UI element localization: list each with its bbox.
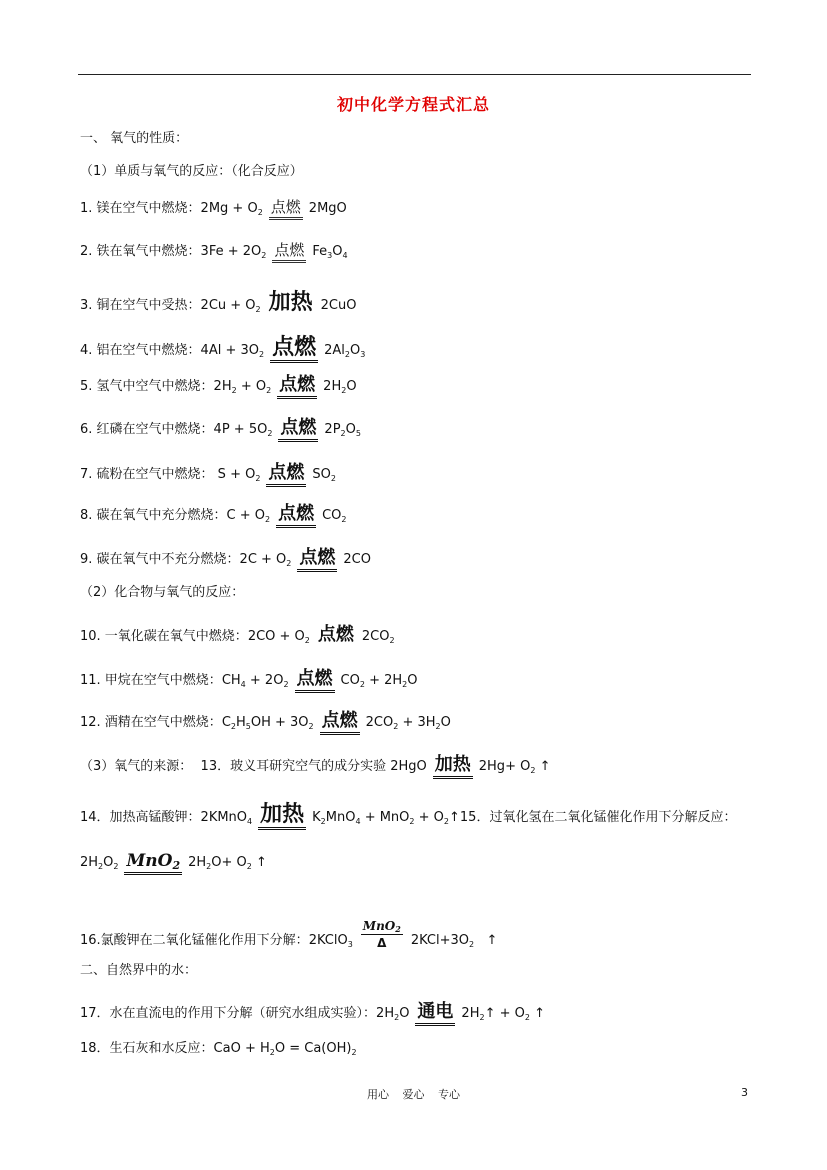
subscript: 2 — [98, 862, 104, 871]
products: O — [345, 422, 356, 437]
subscript: 2 — [359, 680, 365, 689]
catalyst-formula: MnO — [126, 851, 173, 871]
reactants: 2H — [80, 855, 99, 870]
subscript: 2 — [340, 429, 346, 438]
subscript: 2 — [206, 862, 212, 871]
subscript: 2 — [479, 1013, 485, 1022]
reaction-condition: 点燃 — [297, 548, 337, 572]
reactants: O — [103, 855, 114, 870]
products: + O — [495, 1006, 525, 1021]
products: 2Hg+ O — [478, 759, 531, 774]
subscript: 2 — [261, 251, 267, 260]
reaction-condition: 点燃 — [266, 463, 306, 487]
reactants: 2CO + O — [247, 629, 305, 644]
equation-label: 13．玻义耳研究空气的成分实验 — [200, 759, 387, 774]
reactants: 4Al + 3O — [200, 343, 259, 358]
subscript: 5 — [355, 429, 361, 438]
reactants: S + O — [213, 467, 256, 482]
equation-label: 12. 酒精在空气中燃烧： — [80, 715, 222, 730]
products: CO — [340, 673, 360, 688]
reactants: + 2O — [245, 673, 284, 688]
products: CO — [322, 508, 342, 523]
products: 2Al — [324, 343, 345, 358]
gas-arrow: ↑ — [534, 1006, 545, 1021]
subscript: 2 — [255, 474, 261, 483]
subscript: 2 — [341, 386, 347, 395]
reaction-condition: 加热 — [268, 289, 313, 315]
products: 2CuO — [320, 298, 357, 313]
reactants: + O — [236, 379, 267, 394]
subscript: 2 — [113, 862, 119, 871]
reaction-condition: 点燃 — [317, 624, 354, 645]
subscript: 2 — [469, 940, 475, 949]
catalyst-formula — [361, 918, 403, 935]
equation-label: 1. 镁在空气中燃烧： — [80, 201, 201, 216]
equation-13 — [80, 755, 550, 779]
subscript: 2 — [286, 559, 292, 568]
reactants: 2Cu + O — [200, 298, 256, 313]
subscript: 4 — [247, 817, 253, 826]
equation-14 — [80, 802, 736, 830]
reaction-condition: 点燃 — [278, 418, 318, 442]
reaction-condition: 点燃 — [320, 711, 360, 735]
page-number: 3 — [741, 1086, 748, 1099]
catalyst-text: MnO — [362, 919, 396, 933]
subscript: 2 — [304, 636, 310, 645]
subscript: 4 — [355, 817, 361, 826]
subscript: 2 — [246, 862, 252, 871]
reactants: 3Fe + 2O — [200, 244, 262, 259]
page-title: 初中化学方程式汇总 — [336, 95, 490, 114]
gas-arrow: ↑ — [484, 1006, 496, 1021]
subscript: 2 — [258, 350, 265, 359]
page-footer: 用心 爱心 专心 — [367, 1088, 460, 1101]
subscript: 2 — [530, 766, 536, 775]
equation-label: 11. 甲烷在空气中燃烧： — [80, 673, 222, 688]
products: + 3H — [398, 715, 436, 730]
reactants: 2H — [376, 1006, 395, 1021]
products: O — [349, 343, 361, 358]
equation-label: 8. 碳在氧气中充分燃烧： — [80, 508, 227, 523]
subscript: 2 — [524, 1013, 530, 1022]
subscript: 4 — [342, 251, 348, 260]
reaction-condition: 点燃 — [272, 242, 306, 263]
gas-arrow: ↑ — [539, 759, 551, 774]
equation-label: 14．加热高锰酸钾： — [80, 810, 201, 825]
subscript: 2 — [308, 722, 314, 731]
equation-17 — [80, 1002, 545, 1026]
subscript: 2 — [230, 722, 236, 731]
products: + MnO — [360, 810, 410, 825]
equation-label: 3. 铜在空气中受热： — [80, 298, 201, 313]
subsection-heading: （1）单质与氧气的反应：（化合反应） — [80, 164, 303, 179]
reaction-condition: 加热 — [433, 755, 473, 779]
reactants: 2Mg + O — [200, 201, 258, 216]
products: SO — [312, 467, 331, 482]
subscript: 2 — [409, 817, 415, 826]
subscript: 2 — [341, 515, 347, 524]
subscript: 2 — [255, 305, 261, 314]
subsection-heading: （2）化合物与氧气的反应： — [80, 585, 245, 600]
equation-label: 2. 铁在氧气中燃烧： — [80, 244, 201, 259]
equation-label: 16.氯酸钾在二氧化锰催化作用下分解： — [80, 933, 309, 948]
reactants: 2KClO — [308, 933, 348, 948]
subscript: 2 — [257, 208, 263, 217]
reaction-condition: 点燃 — [277, 375, 317, 399]
equation-label: 17．水在直流电的作用下分解（研究水组成实验）： — [80, 1006, 377, 1021]
equation-7 — [80, 463, 336, 487]
subscript: 2 — [269, 1048, 275, 1057]
products: + 2H — [364, 673, 403, 688]
equation-12 — [80, 711, 451, 735]
equation-1 — [80, 199, 347, 220]
equation-16 — [80, 919, 498, 957]
subscript: 2 — [389, 636, 395, 645]
subscript: 2 — [172, 859, 181, 872]
equation-11 — [80, 669, 417, 693]
subscript: 3 — [327, 251, 333, 260]
products: 2KCl+3O — [410, 933, 470, 948]
reaction-condition: 点燃 — [270, 335, 318, 363]
subscript: 2 — [265, 515, 271, 524]
reactants: 2C + O — [239, 552, 287, 567]
subscript: 4 — [240, 680, 246, 689]
subscript: 2 — [394, 1013, 400, 1022]
reactants: O — [399, 1006, 410, 1021]
equation-label: 10. 一氧化碳在氧气中燃烧： — [80, 629, 248, 644]
products: O — [407, 673, 418, 688]
reaction-condition: 通电 — [415, 1002, 455, 1026]
subscript: 2 — [351, 1048, 357, 1057]
products: 2H — [461, 1006, 480, 1021]
subscript: 2 — [435, 722, 441, 731]
reactants: C — [221, 715, 231, 730]
equation-text: CaO + H — [213, 1041, 270, 1056]
subscript: 3 — [360, 350, 366, 359]
equation-label: 18．生石灰和水反应： — [80, 1041, 214, 1056]
equation-10 — [80, 625, 395, 646]
subscript: 2 — [395, 924, 401, 934]
reaction-condition: 点燃 — [269, 199, 303, 220]
delta-symbol: Δ — [377, 936, 387, 950]
subscript: 2 — [402, 680, 408, 689]
products: 2P — [324, 422, 341, 437]
reactants: OH + 3O — [250, 715, 309, 730]
products: Fe — [312, 244, 328, 259]
equation-label: 7. 硫粉在空气中燃烧： — [80, 467, 214, 482]
reactants: 2HgO — [390, 759, 427, 774]
reactants: CH — [221, 673, 241, 688]
products: + O — [414, 810, 444, 825]
equation-text: O = Ca(OH) — [274, 1041, 352, 1056]
subscript: 2 — [393, 722, 399, 731]
reactants: H — [235, 715, 246, 730]
subscript: 3 — [347, 940, 353, 949]
products: 2CO — [365, 715, 394, 730]
subscript: 2 — [320, 817, 326, 826]
equation-8 — [80, 504, 347, 528]
equation-18 — [80, 1041, 357, 1057]
products: 2MgO — [308, 201, 347, 216]
subscript: 2 — [443, 817, 449, 826]
subscript: 2 — [330, 474, 336, 483]
gas-arrow: ↑ — [256, 855, 267, 870]
products: MnO — [325, 810, 356, 825]
reactants: 2KMnO — [200, 810, 248, 825]
equation-label: 4. 铝在空气中燃烧： — [80, 343, 201, 358]
equation-3 — [80, 290, 356, 315]
products: 2H — [188, 855, 207, 870]
products: K — [312, 810, 321, 825]
section-heading: 二、自然界中的水： — [80, 963, 198, 978]
reaction-condition: 点燃 — [276, 504, 316, 528]
reaction-condition: 点燃 — [295, 669, 335, 693]
equation-9 — [80, 548, 371, 572]
products: 2CO — [361, 629, 390, 644]
products: O — [332, 244, 343, 259]
equation-2 — [80, 242, 348, 263]
products: 2H — [323, 379, 342, 394]
products: O+ O — [211, 855, 247, 870]
subscript: 2 — [266, 386, 272, 395]
reactants: 2H — [213, 379, 232, 394]
equation-5 — [80, 375, 357, 399]
reaction-condition: 加热 — [258, 802, 306, 830]
equation-6 — [80, 418, 361, 442]
equation-label: 15．过氧化氢在二氧化锰催化作用下分解反应： — [459, 810, 737, 825]
equation-label: 9. 碳在氧气中不充分燃烧： — [80, 552, 240, 567]
reactants: C + O — [226, 508, 266, 523]
products: O — [440, 715, 451, 730]
subscript: 2 — [231, 386, 237, 395]
gas-arrow: ↑ — [486, 933, 498, 948]
equation-15 — [80, 852, 267, 875]
products: 2CO — [343, 552, 371, 567]
equation-label: 5. 氢气中空气中燃烧： — [80, 379, 214, 394]
reactants: 4P + 5O — [213, 422, 268, 437]
subscript: 2 — [267, 429, 273, 438]
products: O — [346, 379, 357, 394]
reaction-condition — [124, 852, 182, 875]
subsection-heading: （3）氧气的来源： — [80, 759, 193, 774]
subscript: 2 — [283, 680, 289, 689]
equation-4 — [80, 335, 365, 363]
gas-arrow: ↑ — [449, 810, 460, 825]
reaction-condition — [361, 918, 403, 951]
equation-label: 6. 红磷在空气中燃烧： — [80, 422, 214, 437]
section-heading: 一、 氧气的性质： — [80, 131, 189, 146]
subscript: 2 — [344, 350, 350, 359]
subscript: 5 — [245, 722, 251, 731]
header-rule — [78, 74, 751, 75]
